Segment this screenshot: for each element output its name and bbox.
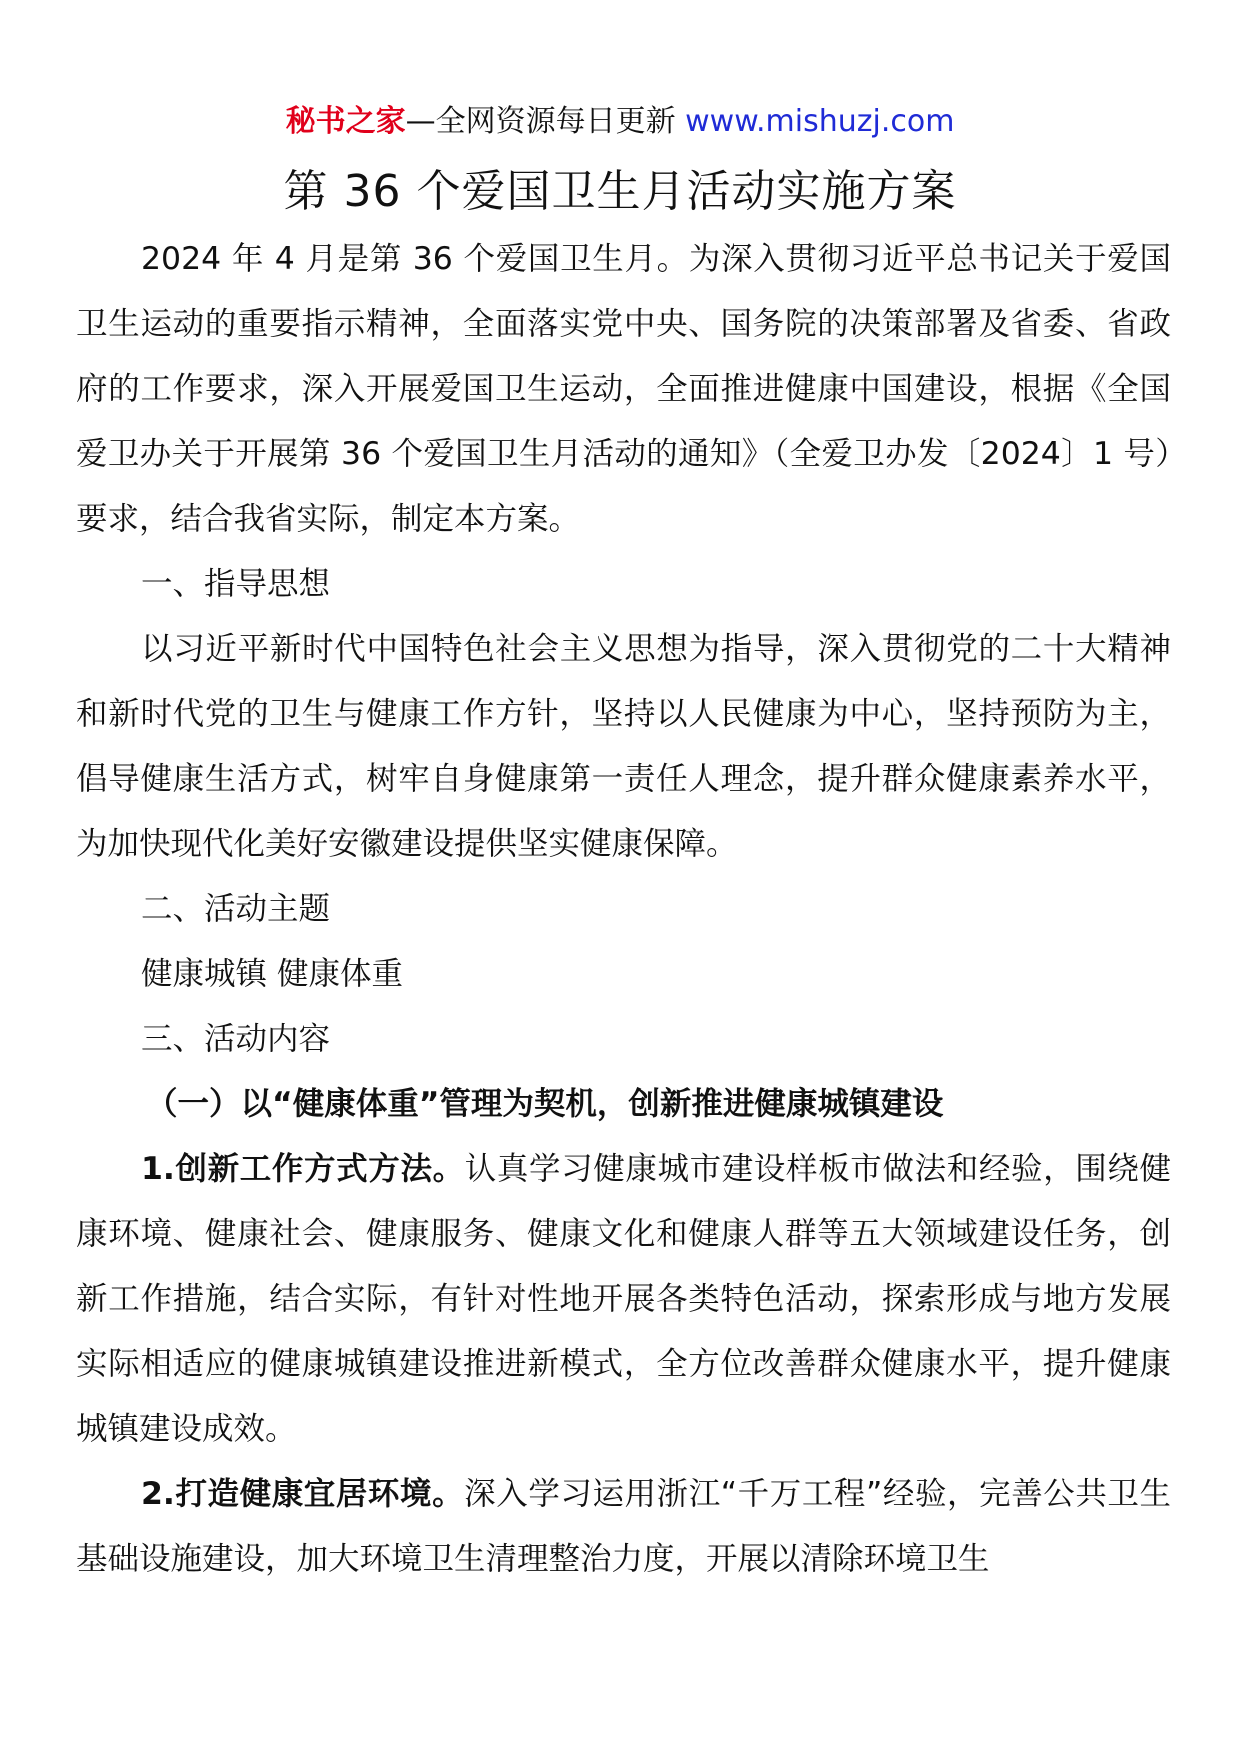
- site-brand: 秘书之家: [285, 104, 406, 139]
- activity-theme-text: 健康城镇 健康体重: [141, 956, 404, 992]
- site-tagline: —全网资源每日更新: [405, 104, 686, 139]
- document-body: [76, 227, 1171, 1592]
- subsection-heading-1: （一）以“健康体重”管理为契机，创新推进健康城镇建设: [146, 1086, 944, 1122]
- item-2-text: 深入学习运用浙江“千万工程”经验，完善公共卫生基础设施建设，加大环境卫生清理整治力度，开展以清除环境卫生: [76, 1476, 1172, 1577]
- site-url-link[interactable]: www.mishuzj.com: [685, 104, 955, 139]
- item-2-paragraph: [76, 1462, 1171, 1592]
- item-1-lead: 1.创新工作方式方法。: [141, 1151, 465, 1187]
- section-heading-activity-content: 三、活动内容: [141, 1021, 331, 1057]
- document-title: 第 36 个爱国卫生月活动实施方案: [283, 166, 957, 217]
- item-1-paragraph: [76, 1137, 1171, 1462]
- item-1-text: 认真学习健康城市建设样板市做法和经验，围绕健康环境、健康社会、健康服务、健康文化和健康人群等五大领域建设任务，创新工作措施，结合实际，有针对性地开展各类特色活动，探索形成与地方发展实际相适应的健康城镇建设推进新模式，全方位改善群众健康水平，提升健康城镇建设成效。: [76, 1151, 1171, 1447]
- item-2-lead: 2.打造健康宜居环境。: [141, 1476, 465, 1512]
- guiding-ideology-paragraph: 以习近平新时代中国特色社会主义思想为指导，深入贯彻党的二十大精神和新时代党的卫生与健康工作方针，坚持以人民健康为中心，坚持预防为主，倡导健康生活方式，树牢自身健康第一责任人理念，提升群众健康素养水平，为加快现代化美好安徽建设提供坚实健康保障。: [76, 631, 1171, 862]
- section-heading-guiding-ideology: 一、指导思想: [141, 566, 331, 602]
- intro-paragraph: 2024 年 4 月是第 36 个爱国卫生月。为深入贯彻习近平总书记关于爱国卫生运动的重要指示精神，全面落实党中央、国务院的决策部署及省委、省政府的工作要求，深入开展爱国卫生运动，全面推进健康中国建设，根据《全国爱卫办关于开展第 36 个爱国卫生月活动的通知》（全爱卫办发〔2024〕1 号）要求，结合我省实际，制定本方案。: [76, 241, 1171, 537]
- section-heading-activity-theme: 二、活动主题: [141, 891, 331, 927]
- site-header: [0, 100, 1240, 144]
